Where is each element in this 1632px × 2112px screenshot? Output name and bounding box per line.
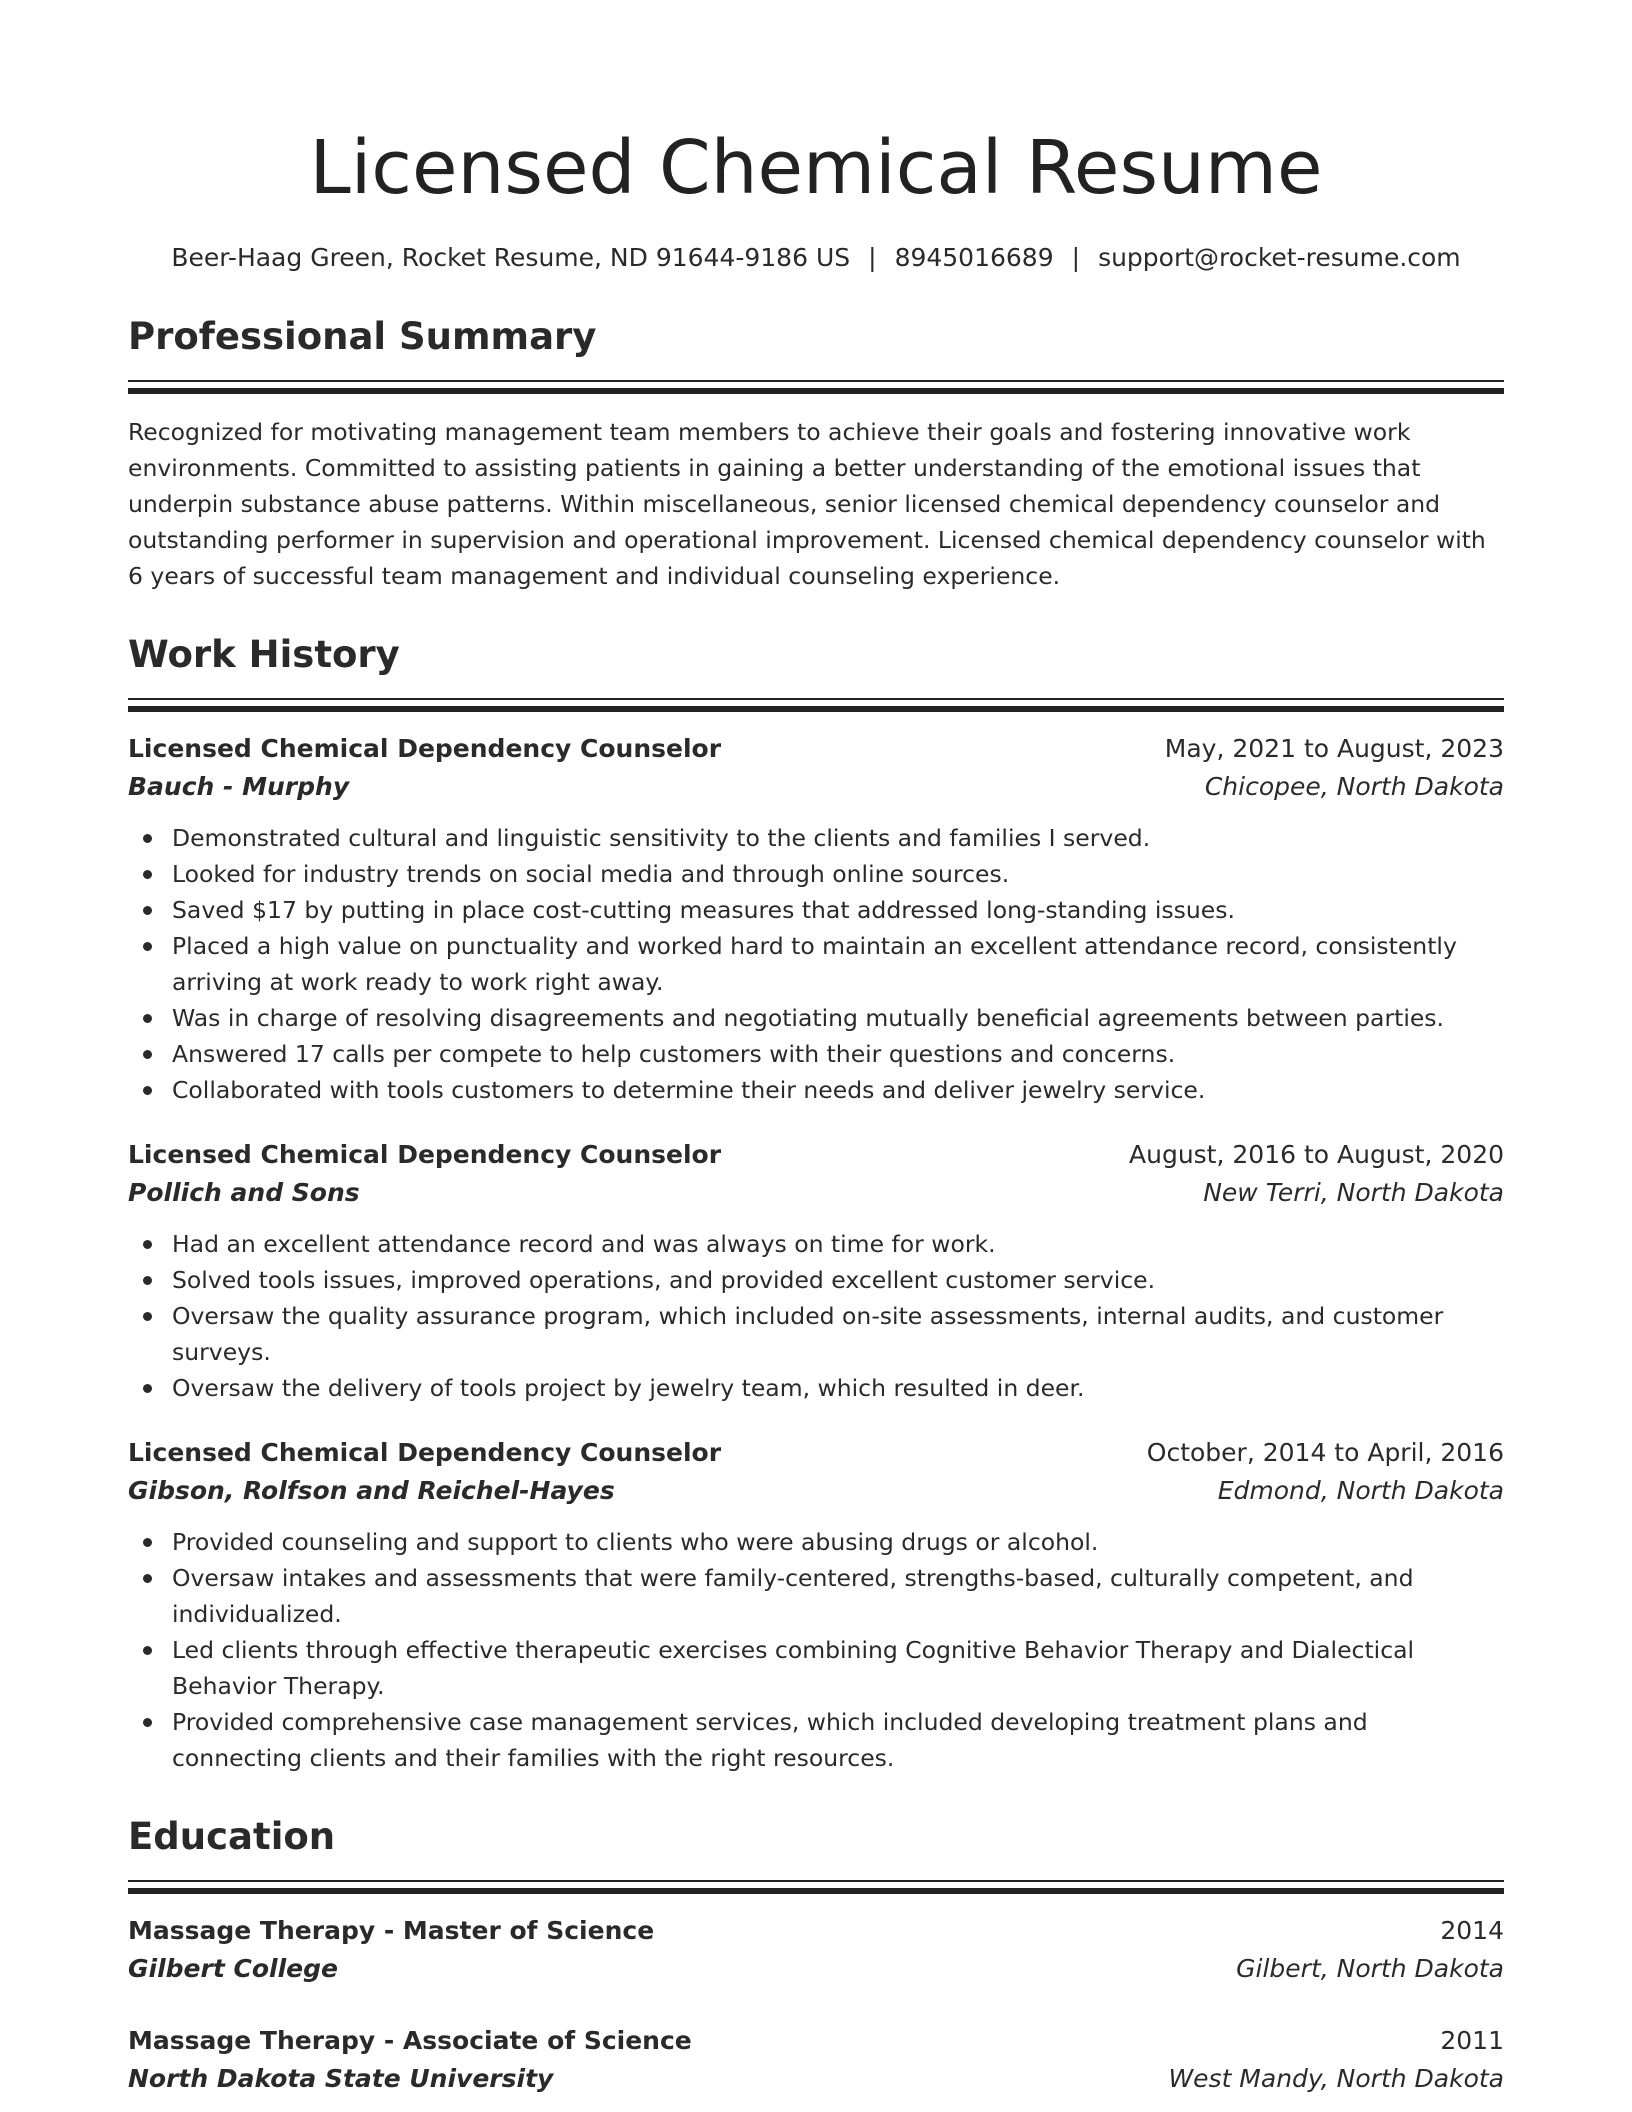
section-title-summary: Professional Summary [128,315,597,358]
summary-text: Recognized for motivating management team members to achieve their goals and fostering innovative work environments. Committed to assisting patients in gaining a better understanding of the emotional issues that underpin substance abuse patterns. Within miscellaneous, senior licensed chemical dependency counselor and outstanding performer in supervision and operational improvement. Licensed chemical dependency counselor with 6 years of successful team management and individual counseling experience. [128,418,1486,590]
education-degree-row [128,1912,1504,1950]
contact-phone: 8945016689 [894,243,1054,272]
bullet-item: Had an excellent attendance record and was always on time for work. [172,1226,1504,1262]
bullet-item: Provided comprehensive case management services, which included developing treatment plans and connecting clients and their families with the right resources. [172,1704,1504,1776]
contact-line [128,240,1504,276]
job-company-row [128,768,1504,806]
bullet-item: Led clients through effective therapeutic exercises combining Cognitive Behavior Therapy and Dialectical Behavior Therapy. [172,1632,1504,1704]
education-entry [128,2022,1504,2098]
job-bullets [128,820,1504,1108]
bullet-item: Oversaw the quality assurance program, which included on-site assessments, internal audits, and customer surveys. [172,1298,1504,1370]
job-company: Gibson, Rolfson and Reichel-Hayes [128,1476,615,1505]
job-title: Licensed Chemical Dependency Counselor [128,734,722,763]
section-divider-thick [128,706,1504,712]
job-company: Pollich and Sons [128,1178,360,1207]
job-dates: August, 2016 to August, 2020 [1129,1140,1504,1169]
bullet-item: Answered 17 calls per compete to help customers with their questions and concerns. [172,1036,1504,1072]
bullet-item: Solved tools issues, improved operations, and provided excellent customer service. [172,1262,1504,1298]
bullet-item: Oversaw intakes and assessments that were family-centered, strengths-based, culturally competent, and individualized. [172,1560,1504,1632]
bullet-item: Saved $17 by putting in place cost-cutting measures that addressed long-standing issues. [172,892,1504,928]
job-location: Edmond, North Dakota [1217,1476,1504,1505]
education-school-row [128,2060,1504,2098]
contact-email: support@rocket-resume.com [1098,243,1461,272]
education-year: 2011 [1440,2026,1504,2055]
job-company: Bauch - Murphy [128,772,350,801]
job-company-row [128,1174,1504,1212]
job-header-row [128,730,1504,768]
work-section-header [128,630,1504,712]
section-title-work: Work History [128,633,400,676]
bullet-item: Oversaw the delivery of tools project by jewelry team, which resulted in deer. [172,1370,1504,1406]
bullet-item: Collaborated with tools customers to determine their needs and deliver jewelry service. [172,1072,1504,1108]
job-dates: October, 2014 to April, 2016 [1146,1438,1504,1467]
section-divider-thin [128,380,1504,382]
bullet-item: Looked for industry trends on social media and through online sources. [172,856,1504,892]
education-year: 2014 [1440,1916,1504,1945]
education-degree-row [128,2022,1504,2060]
job-location: Chicopee, North Dakota [1204,772,1504,801]
education-section-header [128,1812,1504,1894]
education-school: North Dakota State University [128,2064,554,2093]
education-school: Gilbert College [128,1954,338,1983]
job-company-row [128,1472,1504,1510]
education-degree: Massage Therapy - Associate of Science [128,2026,692,2055]
job-bullets [128,1226,1504,1406]
bullet-item: Demonstrated cultural and linguistic sensitivity to the clients and families I served. [172,820,1504,856]
job-entry [128,1136,1504,1406]
summary-section-header [128,312,1504,394]
job-title: Licensed Chemical Dependency Counselor [128,1140,722,1169]
education-school-row [128,1950,1504,1988]
job-dates: May, 2021 to August, 2023 [1164,734,1504,763]
section-divider-thick [128,1888,1504,1894]
education-location: Gilbert, North Dakota [1236,1954,1504,1983]
bullet-item: Placed a high value on punctuality and worked hard to maintain an excellent attendance record, consistently arriving at work ready to work right away. [172,928,1504,1000]
resume-title: Licensed Chemical Resume [309,125,1323,211]
education-entry [128,1912,1504,1988]
education-location: West Mandy, North Dakota [1168,2064,1504,2093]
education-degree: Massage Therapy - Master of Science [128,1916,655,1945]
contact-separator: | [868,243,877,272]
bullet-item: Was in charge of resolving disagreements and negotiating mutually beneficial agreements between parties. [172,1000,1504,1036]
job-entry [128,730,1504,1108]
contact-address: Beer-Haag Green, Rocket Resume, ND 91644-9186 US [171,243,851,272]
job-bullets [128,1524,1504,1776]
section-divider-thin [128,698,1504,700]
job-title: Licensed Chemical Dependency Counselor [128,1438,722,1467]
section-title-education: Education [128,1815,336,1858]
job-header-row [128,1136,1504,1174]
job-location: New Terri, North Dakota [1203,1178,1504,1207]
section-divider-thin [128,1880,1504,1882]
section-divider-thick [128,388,1504,394]
job-header-row [128,1434,1504,1472]
job-entry [128,1434,1504,1776]
bullet-item: Provided counseling and support to clients who were abusing drugs or alcohol. [172,1524,1504,1560]
contact-separator: | [1071,243,1081,272]
